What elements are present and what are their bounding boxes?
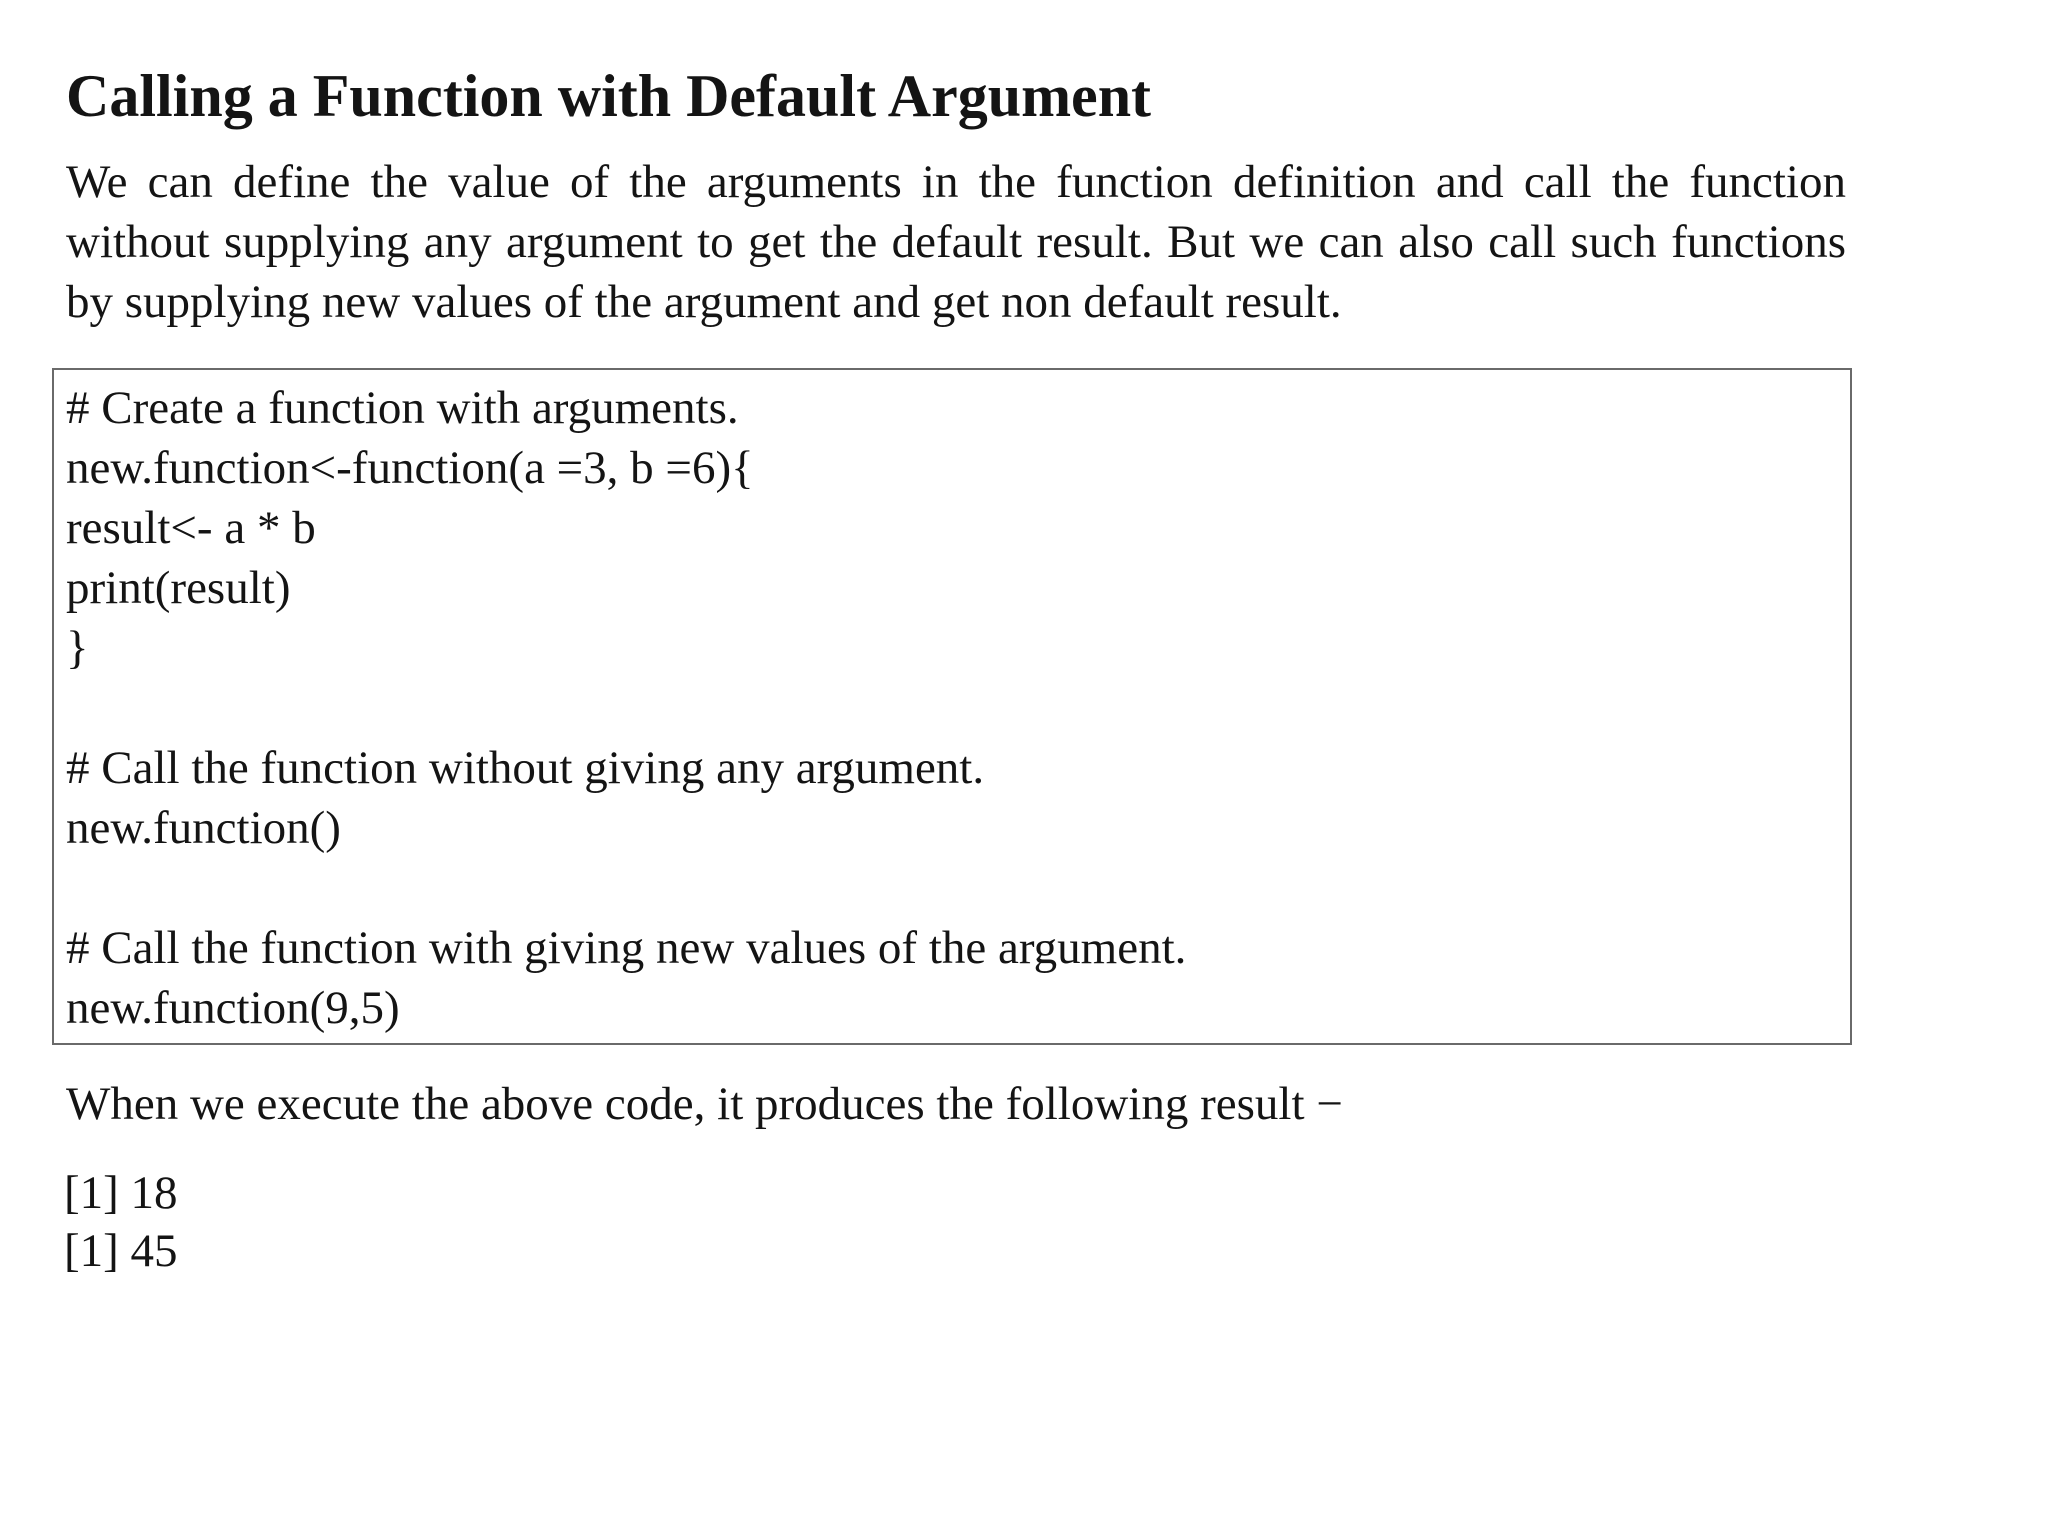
code-line: new.function() — [66, 802, 341, 854]
code-line: # Call the function with giving new values of the argument. — [66, 922, 1187, 974]
intro-paragraph: We can define the value of the arguments in the function definition and call the function without supplying any argument to get the default result. But we can also call such functions by supplying new values of the argument and get non default result. — [66, 156, 1846, 328]
code-line: new.function<-function(a =3, b =6){ — [66, 442, 754, 494]
code-line: new.function(9,5) — [66, 982, 400, 1034]
code-line: # Call the function without giving any argument. — [66, 742, 985, 794]
code-line: result<- a * b — [66, 502, 316, 554]
code-block — [52, 368, 1852, 1045]
section-heading: Calling a Function with Default Argument — [66, 63, 1152, 129]
code-line: } — [66, 622, 89, 674]
output-line: [1] 45 — [64, 1225, 178, 1277]
output-line: [1] 18 — [64, 1167, 178, 1219]
code-line: print(result) — [66, 562, 291, 614]
result-intro-text: When we execute the above code, it produces the following result − — [66, 1078, 1343, 1130]
code-line: # Create a function with arguments. — [66, 382, 739, 434]
